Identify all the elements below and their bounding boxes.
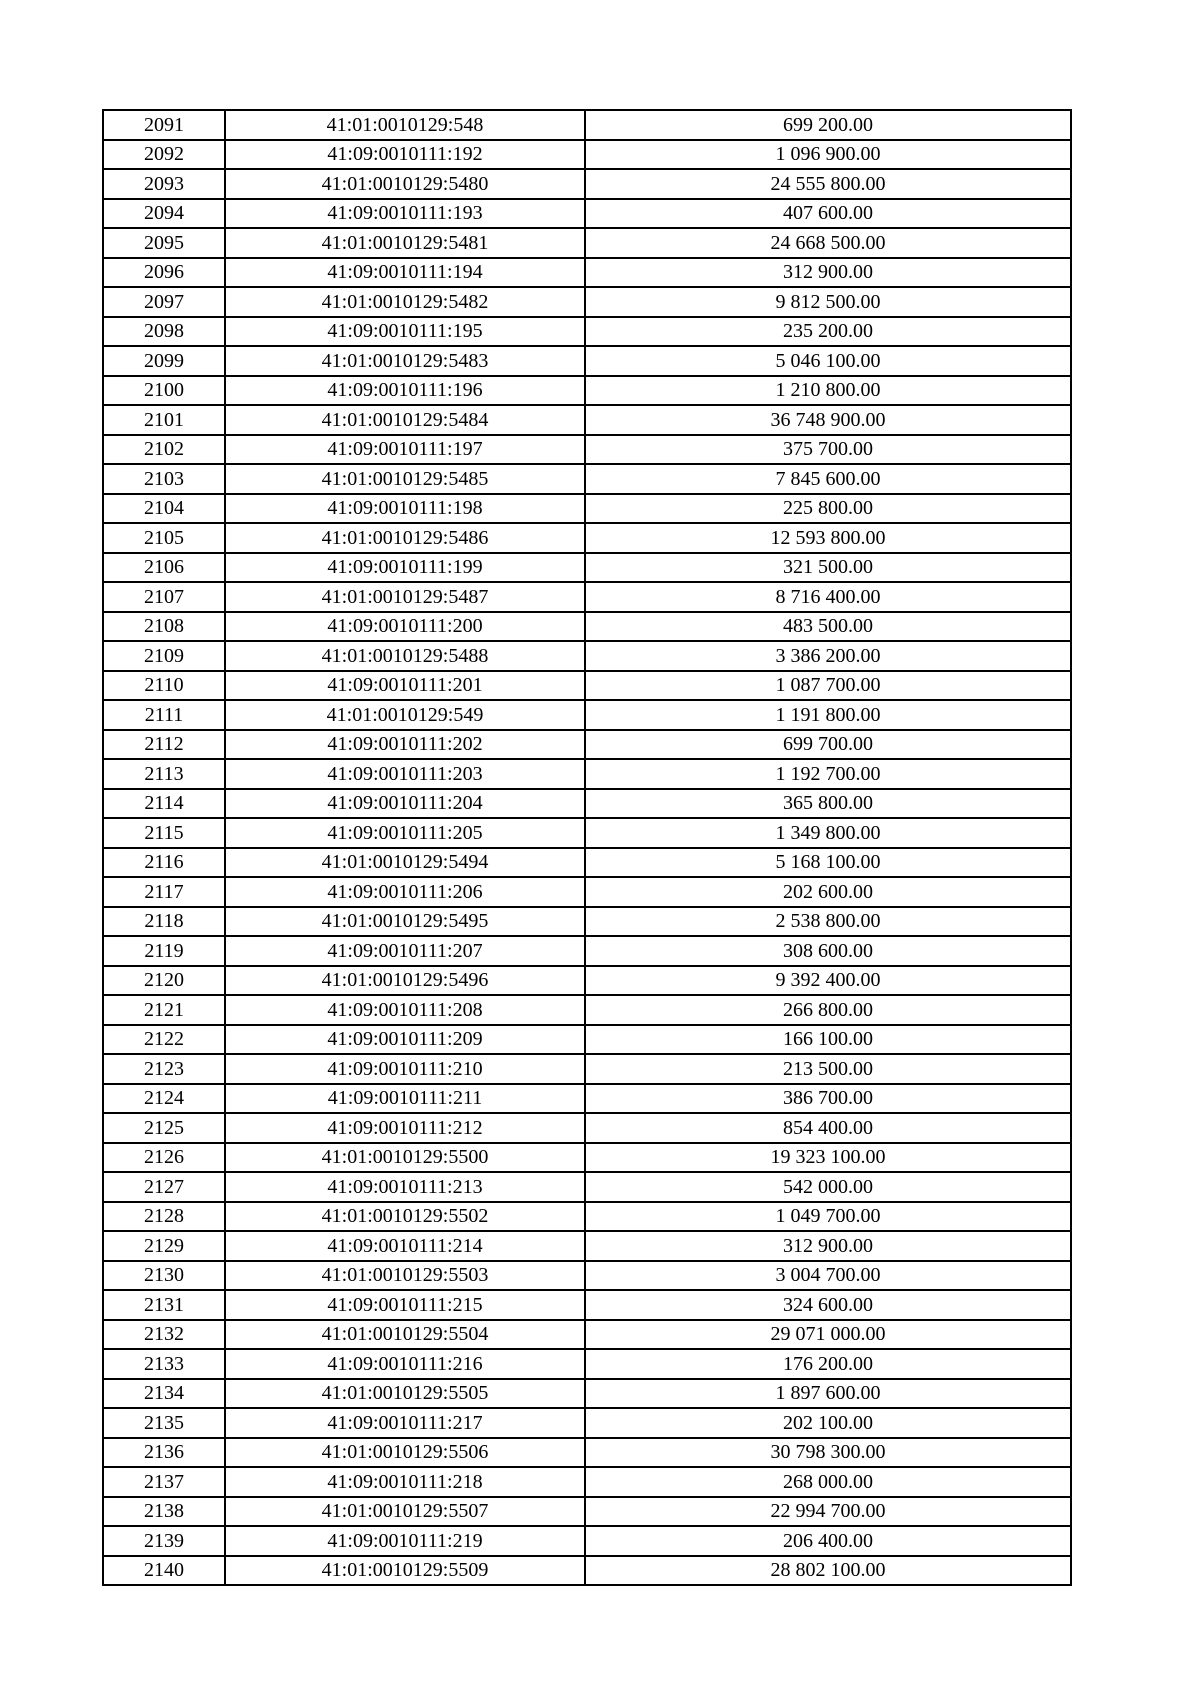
row-number-cell: 2138 <box>103 1497 225 1527</box>
row-number-cell: 2133 <box>103 1349 225 1379</box>
table-row <box>103 789 1071 819</box>
row-number-cell: 2111 <box>103 700 225 730</box>
table-row <box>103 346 1071 376</box>
row-number-cell: 2134 <box>103 1379 225 1409</box>
row-number-cell: 2131 <box>103 1290 225 1320</box>
row-number-cell: 2105 <box>103 523 225 553</box>
cadastral-value-cell: 1 087 700.00 <box>585 671 1071 701</box>
cadastral-number-cell: 41:01:0010129:5507 <box>225 1497 585 1527</box>
cadastral-number-cell: 41:09:0010111:204 <box>225 789 585 819</box>
table-row <box>103 848 1071 878</box>
cadastral-number-cell: 41:01:0010129:5505 <box>225 1379 585 1409</box>
cadastral-value-cell: 29 071 000.00 <box>585 1320 1071 1350</box>
row-number-cell: 2127 <box>103 1172 225 1202</box>
cadastral-value-cell: 542 000.00 <box>585 1172 1071 1202</box>
cadastral-number-cell: 41:09:0010111:208 <box>225 995 585 1025</box>
table-row <box>103 759 1071 789</box>
row-number-cell: 2100 <box>103 376 225 406</box>
cadastral-value-cell: 312 900.00 <box>585 258 1071 288</box>
cadastral-number-cell: 41:09:0010111:194 <box>225 258 585 288</box>
table-row <box>103 1172 1071 1202</box>
row-number-cell: 2110 <box>103 671 225 701</box>
cadastral-value-cell: 30 798 300.00 <box>585 1438 1071 1468</box>
table-body <box>103 110 1071 1585</box>
cadastral-value-cell: 9 812 500.00 <box>585 287 1071 317</box>
cadastral-number-cell: 41:01:0010129:5487 <box>225 582 585 612</box>
table-row <box>103 1408 1071 1438</box>
cadastral-value-cell: 1 096 900.00 <box>585 140 1071 170</box>
table-row <box>103 612 1071 642</box>
table-row <box>103 936 1071 966</box>
cadastral-value-cell: 36 748 900.00 <box>585 405 1071 435</box>
cadastral-value-cell: 28 802 100.00 <box>585 1556 1071 1586</box>
cadastral-number-cell: 41:09:0010111:210 <box>225 1054 585 1084</box>
row-number-cell: 2092 <box>103 140 225 170</box>
cadastral-number-cell: 41:09:0010111:201 <box>225 671 585 701</box>
cadastral-number-cell: 41:01:0010129:5503 <box>225 1261 585 1291</box>
cadastral-value-cell: 24 555 800.00 <box>585 169 1071 199</box>
cadastral-value-table <box>102 109 1072 1586</box>
row-number-cell: 2137 <box>103 1467 225 1497</box>
cadastral-number-cell: 41:09:0010111:205 <box>225 818 585 848</box>
row-number-cell: 2118 <box>103 907 225 937</box>
cadastral-number-cell: 41:01:0010129:5496 <box>225 966 585 996</box>
cadastral-value-cell: 699 200.00 <box>585 110 1071 140</box>
cadastral-number-cell: 41:09:0010111:206 <box>225 877 585 907</box>
cadastral-number-cell: 41:09:0010111:218 <box>225 1467 585 1497</box>
row-number-cell: 2099 <box>103 346 225 376</box>
cadastral-number-cell: 41:09:0010111:209 <box>225 1025 585 1055</box>
cadastral-value-cell: 9 392 400.00 <box>585 966 1071 996</box>
table-row <box>103 376 1071 406</box>
table-row <box>103 464 1071 494</box>
cadastral-value-cell: 166 100.00 <box>585 1025 1071 1055</box>
table-row <box>103 169 1071 199</box>
row-number-cell: 2109 <box>103 641 225 671</box>
cadastral-value-cell: 1 210 800.00 <box>585 376 1071 406</box>
cadastral-value-cell: 225 800.00 <box>585 494 1071 524</box>
cadastral-number-cell: 41:09:0010111:198 <box>225 494 585 524</box>
table-row <box>103 494 1071 524</box>
cadastral-value-cell: 324 600.00 <box>585 1290 1071 1320</box>
cadastral-number-cell: 41:01:0010129:5488 <box>225 641 585 671</box>
table-row <box>103 1349 1071 1379</box>
cadastral-number-cell: 41:09:0010111:207 <box>225 936 585 966</box>
row-number-cell: 2093 <box>103 169 225 199</box>
cadastral-number-cell: 41:01:0010129:5486 <box>225 523 585 553</box>
cadastral-value-cell: 266 800.00 <box>585 995 1071 1025</box>
table-row <box>103 1202 1071 1232</box>
row-number-cell: 2120 <box>103 966 225 996</box>
cadastral-value-cell: 206 400.00 <box>585 1526 1071 1556</box>
cadastral-value-cell: 2 538 800.00 <box>585 907 1071 937</box>
table-row <box>103 730 1071 760</box>
table-row <box>103 228 1071 258</box>
row-number-cell: 2123 <box>103 1054 225 1084</box>
cadastral-value-cell: 22 994 700.00 <box>585 1497 1071 1527</box>
row-number-cell: 2091 <box>103 110 225 140</box>
table-row <box>103 1438 1071 1468</box>
table-row <box>103 1143 1071 1173</box>
cadastral-number-cell: 41:01:0010129:5483 <box>225 346 585 376</box>
row-number-cell: 2101 <box>103 405 225 435</box>
table-row <box>103 553 1071 583</box>
cadastral-number-cell: 41:09:0010111:195 <box>225 317 585 347</box>
cadastral-number-cell: 41:09:0010111:213 <box>225 1172 585 1202</box>
table-row <box>103 700 1071 730</box>
cadastral-number-cell: 41:01:0010129:5502 <box>225 1202 585 1232</box>
cadastral-value-cell: 1 349 800.00 <box>585 818 1071 848</box>
cadastral-value-cell: 312 900.00 <box>585 1231 1071 1261</box>
cadastral-number-cell: 41:01:0010129:549 <box>225 700 585 730</box>
cadastral-number-cell: 41:09:0010111:200 <box>225 612 585 642</box>
cadastral-number-cell: 41:09:0010111:216 <box>225 1349 585 1379</box>
cadastral-number-cell: 41:09:0010111:212 <box>225 1113 585 1143</box>
row-number-cell: 2121 <box>103 995 225 1025</box>
row-number-cell: 2112 <box>103 730 225 760</box>
table-row <box>103 1467 1071 1497</box>
table-row <box>103 877 1071 907</box>
row-number-cell: 2106 <box>103 553 225 583</box>
row-number-cell: 2108 <box>103 612 225 642</box>
row-number-cell: 2125 <box>103 1113 225 1143</box>
cadastral-value-cell: 213 500.00 <box>585 1054 1071 1084</box>
table-row <box>103 317 1071 347</box>
table-row <box>103 907 1071 937</box>
cadastral-number-cell: 41:09:0010111:193 <box>225 199 585 229</box>
row-number-cell: 2113 <box>103 759 225 789</box>
cadastral-value-cell: 3 386 200.00 <box>585 641 1071 671</box>
table-row <box>103 1290 1071 1320</box>
table-row <box>103 110 1071 140</box>
row-number-cell: 2096 <box>103 258 225 288</box>
cadastral-value-cell: 699 700.00 <box>585 730 1071 760</box>
row-number-cell: 2119 <box>103 936 225 966</box>
cadastral-number-cell: 41:01:0010129:5484 <box>225 405 585 435</box>
cadastral-value-cell: 1 049 700.00 <box>585 1202 1071 1232</box>
cadastral-number-cell: 41:01:0010129:5495 <box>225 907 585 937</box>
cadastral-value-cell: 24 668 500.00 <box>585 228 1071 258</box>
cadastral-value-cell: 1 191 800.00 <box>585 700 1071 730</box>
cadastral-number-cell: 41:09:0010111:197 <box>225 435 585 465</box>
row-number-cell: 2103 <box>103 464 225 494</box>
row-number-cell: 2135 <box>103 1408 225 1438</box>
table-row <box>103 435 1071 465</box>
table-row <box>103 1231 1071 1261</box>
cadastral-value-cell: 854 400.00 <box>585 1113 1071 1143</box>
table-row <box>103 1497 1071 1527</box>
cadastral-value-cell: 8 716 400.00 <box>585 582 1071 612</box>
table-row <box>103 1556 1071 1586</box>
row-number-cell: 2129 <box>103 1231 225 1261</box>
cadastral-number-cell: 41:01:0010129:5481 <box>225 228 585 258</box>
cadastral-value-cell: 407 600.00 <box>585 199 1071 229</box>
cadastral-value-cell: 375 700.00 <box>585 435 1071 465</box>
row-number-cell: 2136 <box>103 1438 225 1468</box>
table-row <box>103 1379 1071 1409</box>
table-row <box>103 523 1071 553</box>
cadastral-number-cell: 41:09:0010111:202 <box>225 730 585 760</box>
row-number-cell: 2095 <box>103 228 225 258</box>
cadastral-number-cell: 41:01:0010129:5506 <box>225 1438 585 1468</box>
cadastral-number-cell: 41:09:0010111:219 <box>225 1526 585 1556</box>
table-row <box>103 287 1071 317</box>
table-row <box>103 995 1071 1025</box>
table-row <box>103 140 1071 170</box>
row-number-cell: 2114 <box>103 789 225 819</box>
cadastral-number-cell: 41:01:0010129:548 <box>225 110 585 140</box>
cadastral-value-cell: 202 100.00 <box>585 1408 1071 1438</box>
cadastral-value-cell: 308 600.00 <box>585 936 1071 966</box>
cadastral-number-cell: 41:09:0010111:217 <box>225 1408 585 1438</box>
row-number-cell: 2126 <box>103 1143 225 1173</box>
cadastral-number-cell: 41:09:0010111:203 <box>225 759 585 789</box>
row-number-cell: 2116 <box>103 848 225 878</box>
table-row <box>103 258 1071 288</box>
table-row <box>103 1261 1071 1291</box>
row-number-cell: 2097 <box>103 287 225 317</box>
table-row <box>103 405 1071 435</box>
table-row <box>103 199 1071 229</box>
row-number-cell: 2130 <box>103 1261 225 1291</box>
cadastral-value-cell: 5 168 100.00 <box>585 848 1071 878</box>
cadastral-value-cell: 19 323 100.00 <box>585 1143 1071 1173</box>
cadastral-value-cell: 1 897 600.00 <box>585 1379 1071 1409</box>
table-row <box>103 1025 1071 1055</box>
cadastral-value-cell: 386 700.00 <box>585 1084 1071 1114</box>
cadastral-number-cell: 41:01:0010129:5482 <box>225 287 585 317</box>
cadastral-number-cell: 41:01:0010129:5485 <box>225 464 585 494</box>
row-number-cell: 2104 <box>103 494 225 524</box>
cadastral-value-cell: 483 500.00 <box>585 612 1071 642</box>
row-number-cell: 2132 <box>103 1320 225 1350</box>
cadastral-value-cell: 365 800.00 <box>585 789 1071 819</box>
table-row <box>103 1054 1071 1084</box>
cadastral-value-cell: 12 593 800.00 <box>585 523 1071 553</box>
table-row <box>103 1320 1071 1350</box>
table-row <box>103 1113 1071 1143</box>
cadastral-number-cell: 41:09:0010111:215 <box>225 1290 585 1320</box>
table-row <box>103 671 1071 701</box>
cadastral-value-cell: 5 046 100.00 <box>585 346 1071 376</box>
cadastral-value-cell: 321 500.00 <box>585 553 1071 583</box>
cadastral-number-cell: 41:09:0010111:196 <box>225 376 585 406</box>
table-row <box>103 1526 1071 1556</box>
cadastral-number-cell: 41:09:0010111:192 <box>225 140 585 170</box>
row-number-cell: 2094 <box>103 199 225 229</box>
cadastral-number-cell: 41:01:0010129:5500 <box>225 1143 585 1173</box>
table-row <box>103 818 1071 848</box>
cadastral-number-cell: 41:09:0010111:214 <box>225 1231 585 1261</box>
cadastral-value-cell: 235 200.00 <box>585 317 1071 347</box>
cadastral-value-cell: 7 845 600.00 <box>585 464 1071 494</box>
cadastral-value-cell: 268 000.00 <box>585 1467 1071 1497</box>
row-number-cell: 2122 <box>103 1025 225 1055</box>
cadastral-number-cell: 41:09:0010111:211 <box>225 1084 585 1114</box>
cadastral-number-cell: 41:01:0010129:5509 <box>225 1556 585 1586</box>
cadastral-number-cell: 41:01:0010129:5494 <box>225 848 585 878</box>
cadastral-number-cell: 41:09:0010111:199 <box>225 553 585 583</box>
table-row <box>103 1084 1071 1114</box>
table-row <box>103 582 1071 612</box>
row-number-cell: 2140 <box>103 1556 225 1586</box>
cadastral-value-cell: 202 600.00 <box>585 877 1071 907</box>
row-number-cell: 2124 <box>103 1084 225 1114</box>
cadastral-number-cell: 41:01:0010129:5504 <box>225 1320 585 1350</box>
cadastral-value-cell: 1 192 700.00 <box>585 759 1071 789</box>
row-number-cell: 2128 <box>103 1202 225 1232</box>
row-number-cell: 2139 <box>103 1526 225 1556</box>
row-number-cell: 2107 <box>103 582 225 612</box>
row-number-cell: 2102 <box>103 435 225 465</box>
table-row <box>103 966 1071 996</box>
row-number-cell: 2117 <box>103 877 225 907</box>
row-number-cell: 2098 <box>103 317 225 347</box>
cadastral-value-cell: 176 200.00 <box>585 1349 1071 1379</box>
row-number-cell: 2115 <box>103 818 225 848</box>
cadastral-number-cell: 41:01:0010129:5480 <box>225 169 585 199</box>
cadastral-value-cell: 3 004 700.00 <box>585 1261 1071 1291</box>
table-row <box>103 641 1071 671</box>
